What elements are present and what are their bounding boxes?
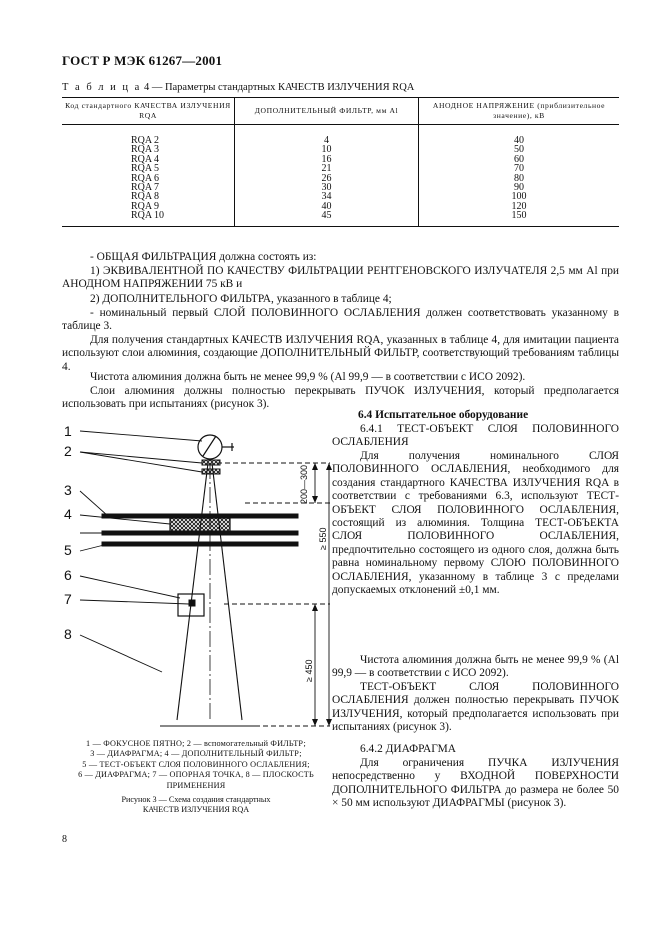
section-heading: 6.4 Испытательное оборудование (358, 409, 529, 421)
table-cell-filter: 16 (235, 155, 419, 164)
figure-legend (62, 739, 330, 791)
legend-line: 1 — ФОКУСНОЕ ПЯТНО; 2 — вспомогательный ФИЛЬТР; (86, 739, 306, 748)
figure-label-1: 1 (64, 423, 72, 439)
table-cell-voltage: 90 (419, 183, 620, 192)
table-cell-code: RQA 9 (131, 200, 160, 212)
table-cell-voltage: 40 (419, 125, 620, 146)
body-paragraph: 1) ЭКВИВАЛЕНТНОЙ ПО КАЧЕСТВУ ФИЛЬТРАЦИИ РЕНТГЕНОВСКОГО ИЗЛУЧАТЕЛЯ 2,5 мм Al при АНОДНОМ НАПРЯЖЕНИИ 75 кВ и (62, 265, 619, 291)
table-cell-code: RQA 8 (131, 191, 160, 203)
focal-spot (198, 435, 222, 459)
table-cell-code: RQA 2 (131, 135, 160, 146)
body-paragraph: - ОБЩАЯ ФИЛЬТРАЦИЯ должна состоять из: (90, 251, 317, 263)
table-row (62, 125, 619, 146)
figure-3-diagram (62, 420, 334, 738)
test-object-plate (102, 542, 298, 546)
figure-caption (62, 795, 330, 816)
table-header-row (62, 98, 619, 125)
body-paragraph: Для ограничения ПУЧКА ИЗЛУЧЕНИЯ непосредственно у ВХОДНОЙ ПОВЕРХНОСТИ ДОПОЛНИТЕЛЬНОГО ФИЛЬТРА до размера не более 50 × 50 мм используют ДИАФРАГМЫ (рисунок 3). (332, 757, 619, 810)
beam-edge (177, 463, 208, 720)
table-cell-filter: 40 (235, 202, 419, 211)
auxiliary-filter (202, 460, 220, 465)
reference-point (189, 600, 195, 606)
document-header: ГОСТ Р МЭК 61267—2001 (62, 53, 223, 68)
table-cell-voltage: 50 (419, 145, 620, 154)
figure-label-8: 8 (64, 626, 72, 642)
table-row (62, 211, 619, 226)
table-cell-filter: 10 (235, 145, 419, 154)
table-cell-filter: 45 (235, 211, 419, 226)
figure-label-6: 6 (64, 567, 72, 583)
table-cell-filter: 30 (235, 183, 419, 192)
legend-line: 5 — ТЕСТ-ОБЪЕКТ СЛОЯ ПОЛОВИННОГО ОСЛАБЛЕНИЯ; (82, 759, 310, 769)
dimension-450: ≥ 450 (304, 659, 314, 682)
body-paragraph: Чистота алюминия должна быть не менее 99,9 % (Al 99,9 — в соответствии с ИСО 2092). (90, 371, 526, 383)
additional-filter (170, 518, 230, 531)
table-cell-voltage: 80 (419, 174, 620, 183)
dimension-550: ≥ 550 (318, 527, 328, 550)
body-paragraph: ТЕСТ-ОБЪЕКТ СЛОЯ ПОЛОВИННОГО ОСЛАБЛЕНИЯ должен полностью перекрывать ПУЧОК ИЗЛУЧЕНИЯ, который предполагается использовать при испытаниях (рисунок 3). (332, 681, 619, 734)
body-paragraph: 2) ДОПОЛНИТЕЛЬНОГО ФИЛЬТРА, указанного в таблице 4; (90, 293, 392, 305)
table-cell-voltage: 70 (419, 164, 620, 173)
table-cell-filter: 4 (235, 125, 419, 146)
table-cell-code: RQA 7 (131, 182, 160, 194)
subsection-title: 6.4.2 ДИАФРАГМА (360, 743, 457, 755)
additional-filter-plate (102, 531, 298, 535)
table-cell-voltage: 100 (419, 192, 620, 201)
table-cell-code: RQA 3 (131, 144, 160, 156)
figure-label-2: 2 (64, 443, 72, 459)
table-caption (62, 82, 414, 93)
table-cell-code: RQA 4 (131, 153, 160, 165)
legend-line: 3 — ДИАФРАГМА; 4 — ДОПОЛНИТЕЛЬНЫЙ ФИЛЬТР; (90, 749, 302, 759)
table-header-code: Код стандартного КАЧЕСТВА ИЗЛУЧЕНИЯ RQA (62, 98, 235, 125)
table-header-voltage: АНОДНОЕ НАПРЯЖЕНИЕ (приблизительное значение), кВ (419, 98, 620, 125)
table-cell-voltage: 120 (419, 202, 620, 211)
table-cell-filter: 26 (235, 174, 419, 183)
figure-label-4: 4 (64, 506, 72, 522)
legend-line: 6 — ДИАФРАГМА; 7 — ОПОРНАЯ ТОЧКА, 8 — ПЛОСКОСТЬ ПРИМЕНЕНИЯ (78, 770, 314, 790)
body-paragraph: Слои алюминия должны полностью перекрывать ПУЧОК ИЗЛУЧЕНИЯ, который предполагается использовать при испытаниях (рисунок 3). (62, 385, 619, 411)
subsection-title: 6.4.1 ТЕСТ-ОБЪЕКТ СЛОЯ ПОЛОВИННОГО ОСЛАБЛЕНИЯ (332, 423, 619, 449)
table-caption-text: 4 — Параметры стандартных КАЧЕСТВ ИЗЛУЧЕНИЯ RQA (143, 82, 415, 93)
figure-label-3: 3 (64, 482, 72, 498)
body-paragraph: Для получения стандартных КАЧЕСТВ ИЗЛУЧЕНИЯ RQA, указанных в таблице 4, для имитации пациента используют слои алюминия, создающие ДОПОЛНИТЕЛЬНЫЙ ФИЛЬТР, соответствующий требованиям таблицы 4. (62, 334, 619, 373)
table-cell-filter: 34 (235, 192, 419, 201)
figure-label-7: 7 (64, 591, 72, 607)
table-caption-prefix: Т а б л и ц а (62, 82, 142, 93)
body-paragraph: Чистота алюминия должна быть не менее 99,9 % (Al 99,9 — в соответствии с ИСО 2092). (332, 654, 619, 680)
figure-label-5: 5 (64, 542, 72, 558)
table-cell-code: RQA 10 (131, 210, 165, 222)
table-cell-filter: 21 (235, 164, 419, 173)
table-cell-voltage: 60 (419, 155, 620, 164)
radiation-quality-table (62, 97, 619, 227)
table-cell-code: RQA 6 (131, 172, 160, 184)
dimension-200-300: 200—300 (299, 464, 309, 504)
table-cell-voltage: 150 (419, 211, 620, 226)
auxiliary-filter (202, 469, 220, 474)
figure-caption-line: Рисунок 3 — Схема создания стандартных (121, 795, 271, 804)
table-cell-code: RQA 5 (131, 163, 160, 175)
beam-edge (212, 463, 242, 720)
figure-caption-line: КАЧЕСТВ ИЗЛУЧЕНИЯ RQA (142, 805, 250, 815)
body-paragraph: - номинальный первый СЛОЙ ПОЛОВИННОГО ОСЛАБЛЕНИЯ должен соответствовать указанному в таблице 3. (62, 307, 619, 333)
page-number: 8 (62, 834, 67, 845)
body-paragraph: Для получения номинального СЛОЯ ПОЛОВИННОГО ОСЛАБЛЕНИЯ, необходимого для создания стандартного КАЧЕСТВА ИЗЛУЧЕНИЯ RQA в соответствии с требованиями 6.3, используют ТЕСТ-ОБЪЕКТ СЛОЯ ПОЛОВИННОГО ОСЛАБЛЕНИЯ, состоящий из алюминия. Толщина ТЕСТ-ОБЪЕКТА СЛОЯ ПОЛОВИННОГО ОСЛАБЛЕНИЯ, предпочтительно состоящего из одного слоя, должна быть равна номинальному первому СЛОЮ ПОЛОВИННОГО ОСЛАБЛЕНИЯ, указанному в таблице 3 с пределами допускаемых отклонений ±0,1 мм. (332, 450, 619, 597)
table-header-filter: ДОПОЛНИТЕЛЬНЫЙ ФИЛЬТР, мм Al (235, 98, 419, 125)
